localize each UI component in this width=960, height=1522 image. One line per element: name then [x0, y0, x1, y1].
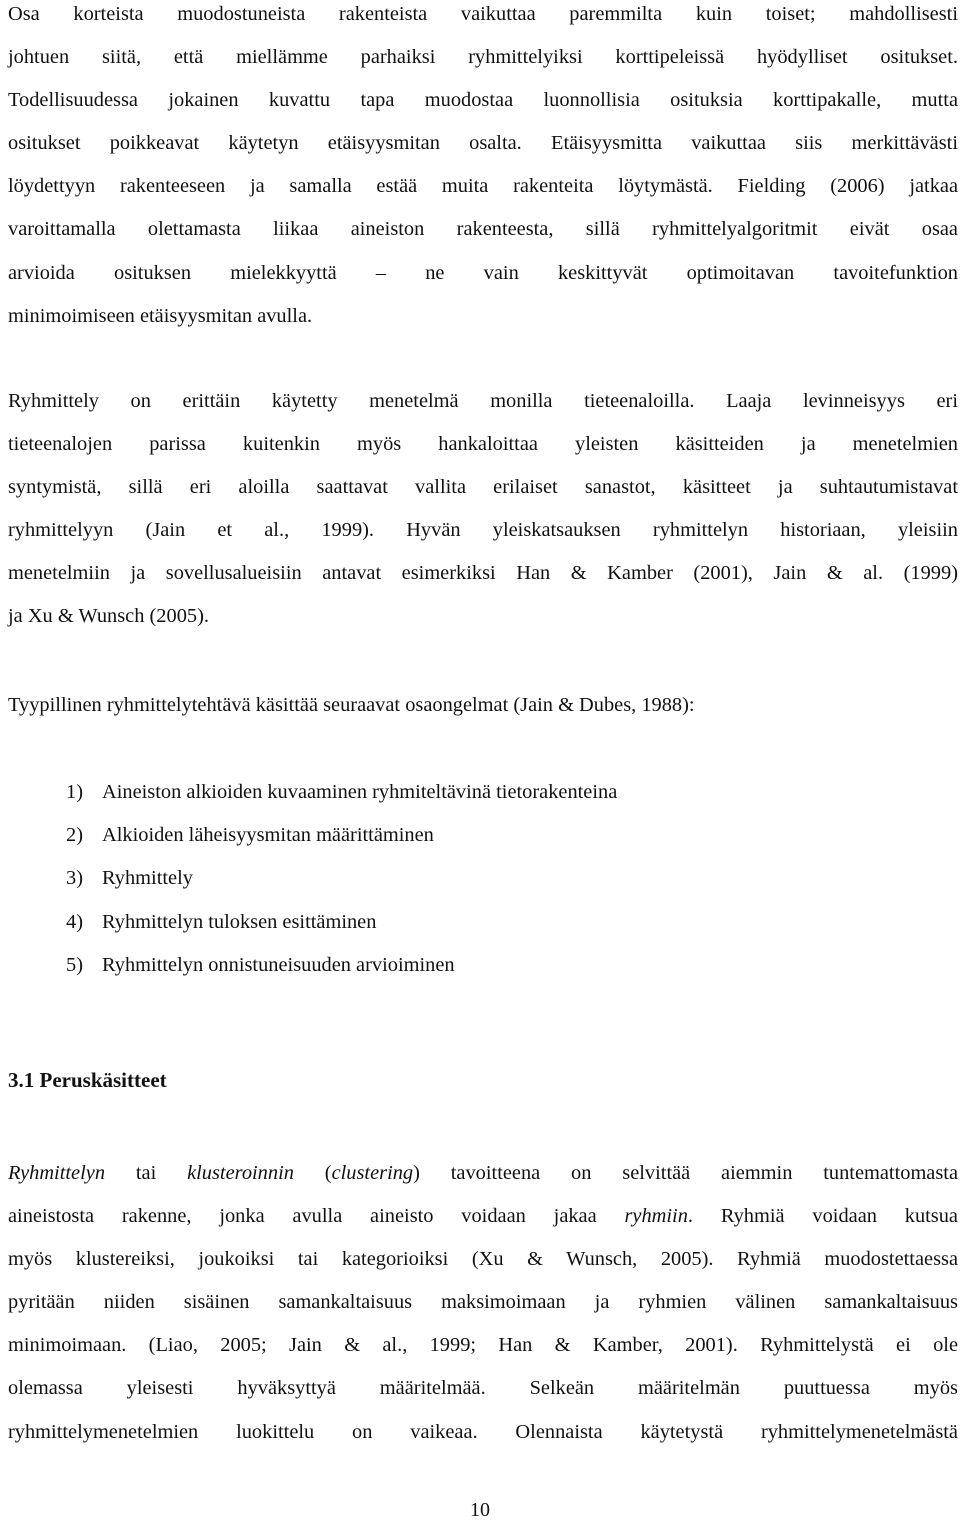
- list-item-text: Ryhmittelyn onnistuneisuuden arvioiminen: [102, 953, 455, 976]
- text-line: minimoimaan. (Liao, 2005; Jain & al., 1999; Han & Kamber, 2001). Ryhmittelystä ei ole: [8, 1334, 958, 1357]
- text-line: menetelmiin ja sovellusalueisiin antavat esimerkiksi Han & Kamber (2001), Jain & al. (1999): [8, 562, 958, 585]
- text-fragment: (: [293, 1162, 332, 1184]
- list-item: [8, 901, 958, 944]
- term-clustering: clustering: [331, 1162, 414, 1184]
- text-line: tieteenalojen parissa kuitenkin myös hankaloittaa yleisten käsitteiden ja menetelmien: [8, 433, 958, 456]
- term-klusteroinnin: klusteroinnin: [187, 1162, 294, 1184]
- text-line: löydettyyn rakenteeseen ja samalla estää muita rakenteita löytymästä. Fielding (2006) jatkaa: [8, 175, 958, 198]
- list-item-number: 4): [66, 910, 83, 933]
- list-item-number: 3): [66, 867, 83, 890]
- text-line: Todellisuudessa jokainen kuvattu tapa muodostaa luonnollisia osituksia korttipakalle, mutta: [8, 89, 958, 112]
- paragraph-card-partitions: [8, 0, 958, 338]
- text-line: arvioida osituksen mielekkyyttä – ne vain keskittyvät optimoitavan tavoitefunktion: [8, 261, 958, 284]
- text-line: Ryhmittely on erittäin käytetty menetelmä monilla tieteenaloilla. Laaja levinneisyys eri: [8, 390, 958, 412]
- text-line: pyritään niiden sisäinen samankaltaisuus maksimoimaan ja ryhmien välinen samankaltaisuus: [8, 1291, 958, 1314]
- term-ryhmiin: ryhmiin: [624, 1205, 688, 1228]
- paragraph-clustering-fields: [8, 380, 958, 639]
- list-item: [8, 814, 958, 857]
- text-line: Osa korteista muodostuneista rakenteista vaikuttaa paremmilta kuin toiset; mahdollisesti: [8, 3, 958, 25]
- list-item-number: 5): [66, 953, 83, 976]
- text-line: minimoimiseen etäisyysmitan avulla.: [8, 304, 313, 327]
- list-item-text: Aineiston alkioiden kuvaaminen ryhmiteltävinä tietorakenteina: [102, 781, 618, 803]
- text-fragment: . Ryhmiä voidaan kutsua: [687, 1205, 958, 1228]
- page-number: 10: [470, 1499, 490, 1521]
- text-line: varoittamalla olettamasta liikaa aineiston rakenteesta, sillä ryhmittelyalgoritmit eivät osaa: [8, 218, 958, 241]
- section-heading: 3.1 Peruskäsitteet: [8, 1068, 167, 1092]
- text-fragment: ) tavoitteena on selvittää aiemmin tuntemattomasta: [413, 1162, 959, 1184]
- text-line: johtuen siitä, että miellämme parhaiksi ryhmittelyiksi korttipeleissä hyödylliset ositukset.: [8, 46, 958, 69]
- text-line: [8, 1152, 958, 1195]
- text-line: ryhmittelymenetelmien luokittelu on vaikeaa. Olennaista käytetystä ryhmittelymenetelmästä: [8, 1420, 958, 1443]
- paragraph-basic-concepts: [8, 1152, 958, 1454]
- list-item: [8, 857, 958, 900]
- text-line: myös klustereiksi, joukoiksi tai kategorioiksi (Xu & Wunsch, 2005). Ryhmiä muodostettaessa: [8, 1248, 958, 1271]
- list-item-text: Ryhmittelyn tuloksen esittäminen: [102, 910, 377, 933]
- list-item-number: 2): [66, 824, 83, 847]
- text-line: ryhmittelyyn (Jain et al., 1999). Hyvän yleiskatsauksen ryhmittelyn historiaan, yleisiin: [8, 519, 958, 542]
- list-item-text: Ryhmittely: [102, 867, 193, 890]
- term-ryhmittelyn: Ryhmittelyn: [8, 1162, 106, 1184]
- list-item-text: Alkioiden läheisyysmitan määrittäminen: [102, 824, 434, 847]
- text-fragment: aineistosta rakenne, jonka avulla aineisto voidaan jakaa: [8, 1205, 625, 1228]
- subproblem-list: [8, 771, 958, 987]
- paragraph-task-intro: Tyypillinen ryhmittelytehtävä käsittää seuraavat osaongelmat (Jain & Dubes, 1988):: [8, 694, 695, 716]
- text-line: syntymistä, sillä eri aloilla saattavat vallita erilaiset sanastot, käsitteet ja suhtautumistavat: [8, 476, 958, 499]
- list-item: [8, 771, 958, 814]
- text-fragment: tai: [105, 1162, 188, 1184]
- text-line: ja Xu & Wunsch (2005).: [8, 605, 209, 628]
- text-line: ositukset poikkeavat käytetyn etäisyysmitan osalta. Etäisyysmitta vaikuttaa siis merkittävästi: [8, 132, 958, 155]
- list-item: [8, 944, 958, 987]
- text-line: olemassa yleisesti hyväksyttyä määritelmää. Selkeän määritelmän puuttuessa myös: [8, 1377, 958, 1400]
- list-item-number: 1): [66, 781, 83, 803]
- text-line: [8, 1195, 958, 1238]
